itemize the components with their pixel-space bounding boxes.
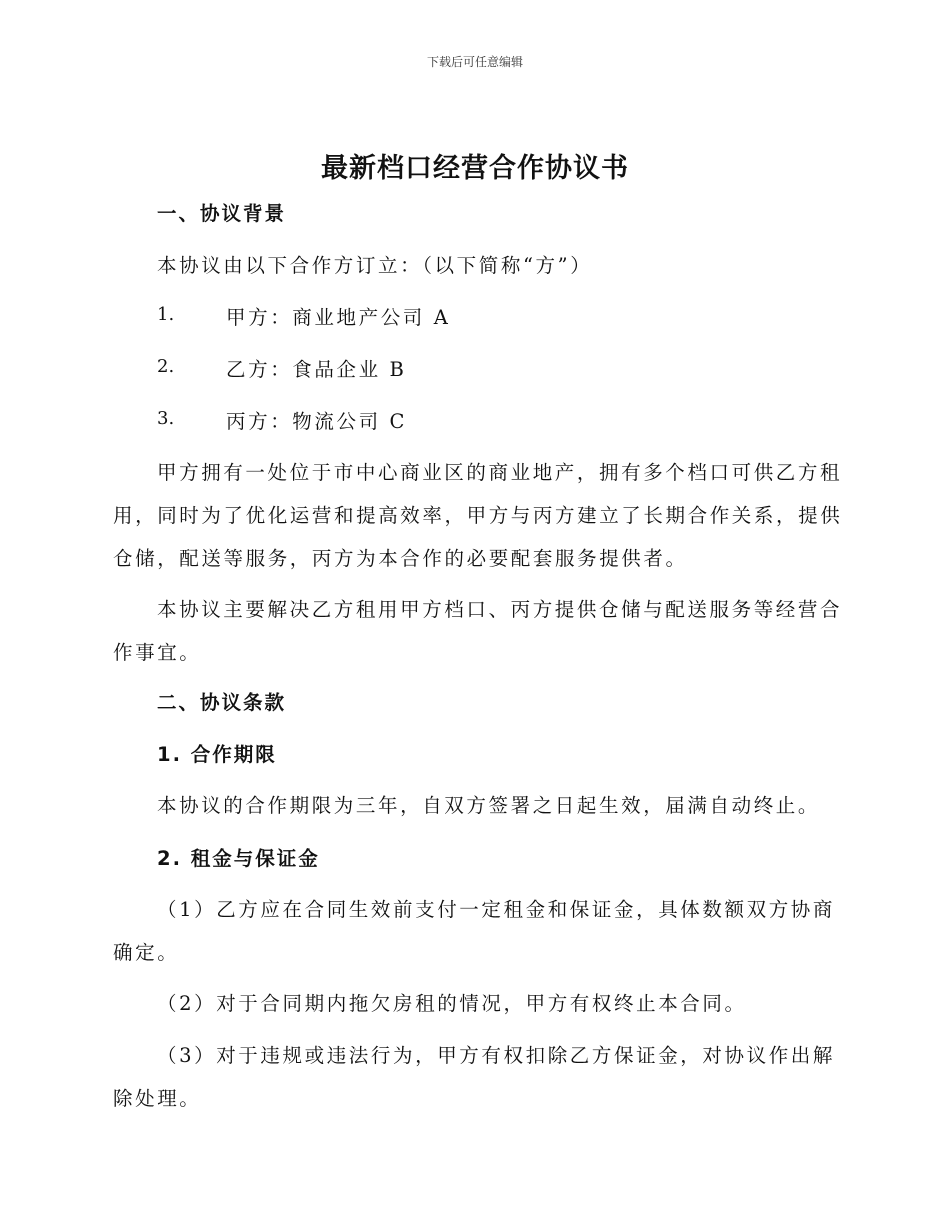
paragraph-line: （3）对于违规或违法行为，甲方有权扣除乙方保证金，对协议作出解 xyxy=(157,1044,836,1067)
paragraph-line: 本协议主要解决乙方租用甲方档口、丙方提供仓储与配送服务等经营合 xyxy=(157,598,843,621)
clause-heading-term: 1. 合作期限 xyxy=(157,743,277,766)
section-heading-background: 一、协议背景 xyxy=(157,202,287,225)
section-heading-terms: 二、协议条款 xyxy=(157,691,287,714)
party-number: 1. xyxy=(157,304,175,325)
document-title: 最新档口经营合作协议书 xyxy=(321,153,629,184)
party-text: 乙方：食品企业 B xyxy=(226,358,407,381)
intro-paragraph: 本协议由以下合作方订立：（以下简称“方”） xyxy=(157,254,593,277)
paragraph-line: 仓储，配送等服务，丙方为本合作的必要配套服务提供者。 xyxy=(113,547,688,570)
paragraph-line: （1）乙方应在合同生效前支付一定租金和保证金，具体数额双方协商 xyxy=(157,898,836,921)
paragraph-line: 作事宜。 xyxy=(113,641,202,664)
paragraph-line: 确定。 xyxy=(113,941,180,964)
party-number: 2. xyxy=(157,356,175,377)
party-text: 丙方：物流公司 C xyxy=(226,410,408,433)
header-note: 下载后可任意编辑 xyxy=(426,55,523,69)
paragraph-line: 除处理。 xyxy=(113,1087,202,1110)
paragraph-line: 甲方拥有一处位于市中心商业区的商业地产，拥有多个档口可供乙方租 xyxy=(157,461,843,484)
rent-item-2: （2）对于合同期内拖欠房租的情况，甲方有权终止本合同。 xyxy=(157,992,747,1015)
party-number: 3. xyxy=(157,408,175,429)
clause-term-text: 本协议的合作期限为三年，自双方签署之日起生效，届满自动终止。 xyxy=(157,794,821,817)
clause-heading-rent: 2. 租金与保证金 xyxy=(157,847,320,870)
party-text: 甲方：商业地产公司 A xyxy=(226,306,451,329)
paragraph-line: 用，同时为了优化运营和提高效率，甲方与丙方建立了长期合作关系，提供 xyxy=(113,504,843,527)
